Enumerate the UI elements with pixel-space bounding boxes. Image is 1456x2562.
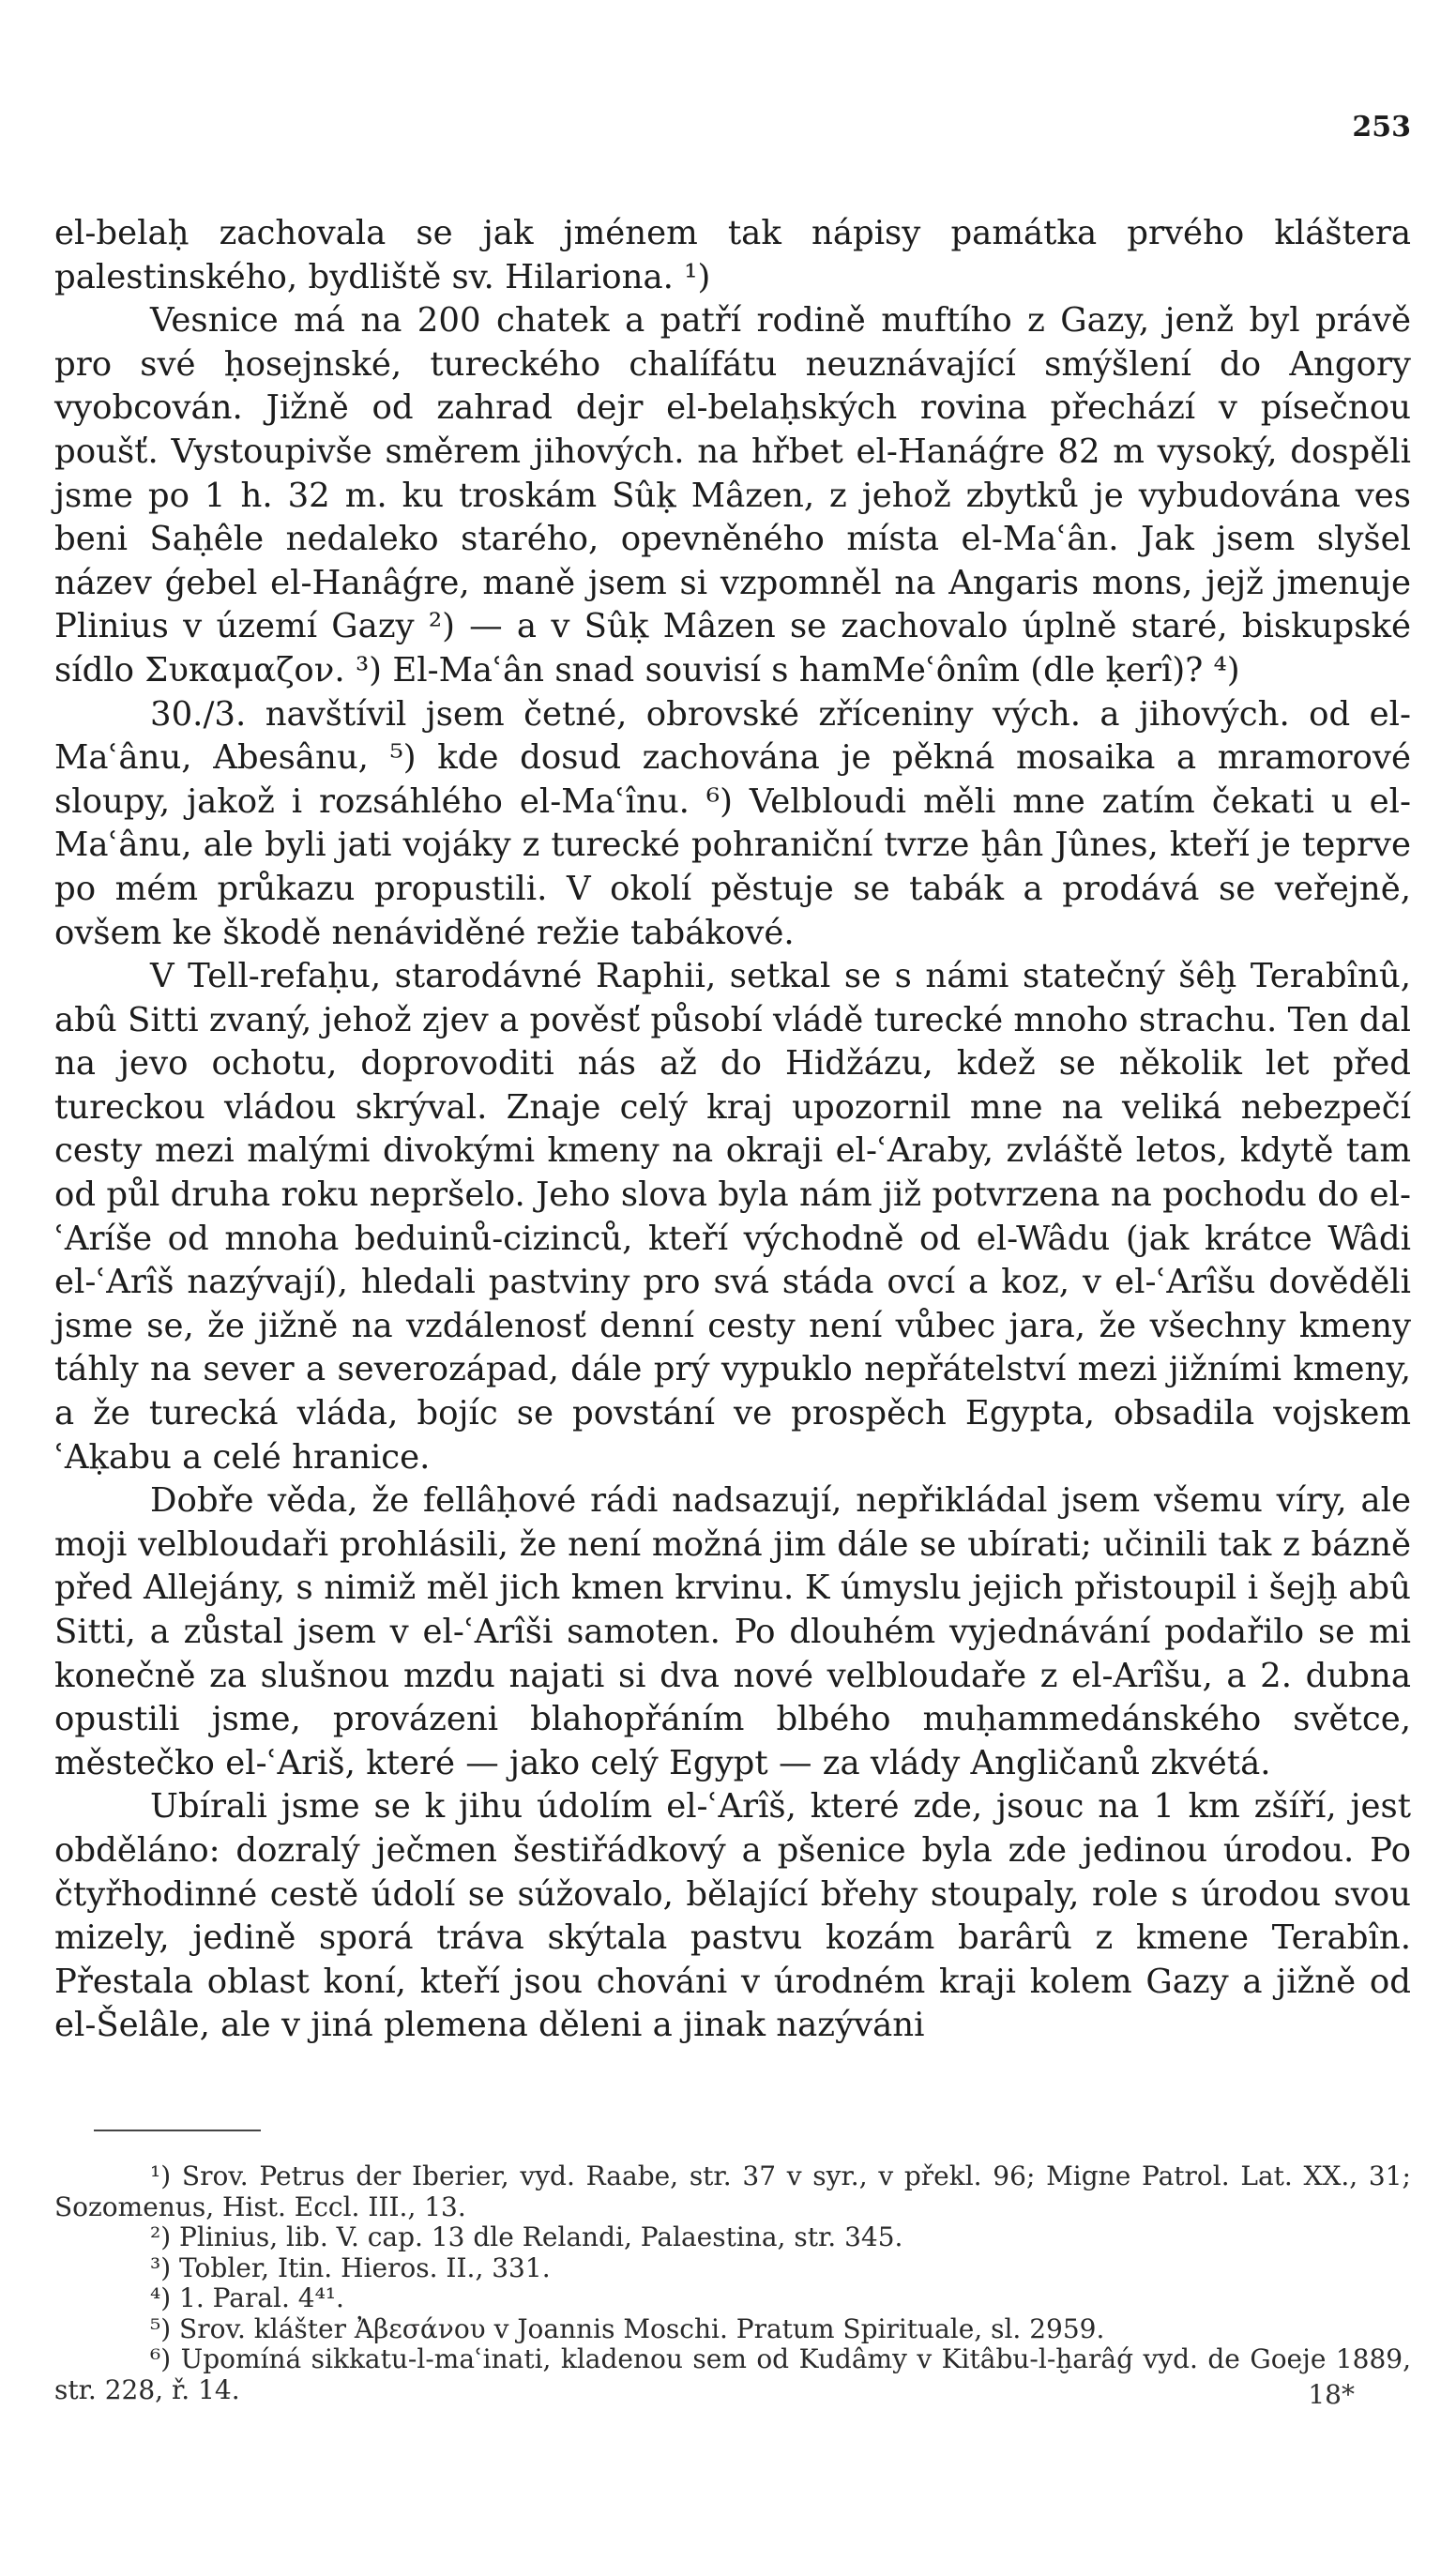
page-number: 253: [1352, 111, 1411, 144]
footnote: ⁴) 1. Paral. 4⁴¹.: [150, 2282, 344, 2313]
footnote: ²) Plinius, lib. V. cap. 13 dle Relandi, Palaestina, str. 345.: [150, 2221, 903, 2252]
footnote: ¹) Srov. Petrus der Iberier, vyd. Raabe, str. 37 v syr., v překl. 96; Migne Patrol. Lat. XX., 31; Sozomenus, Hist. Eccl. III., 13.: [54, 2160, 1411, 2222]
footnote: ⁵) Srov. klášter Ἀβεσάνου v Joannis Moschi. Pratum Spirituale, sl. 2959.: [150, 2312, 1105, 2344]
paragraph: 30./3. navštívil jsem četné, obrovské zříceniny vých. a jihových. od el-Maʿânu, Abesânu, ⁵) kde dosud zachována je pěkná mosaika a mramorové sloupy, jakož i rozsáhlého el-Maʿînu. ⁶) Velbloudi měli mne zatím čekati u el-Maʿânu, ale byli jati vojáky z turecké pohraniční tvrze ḫân Jûnes, kteří je teprve po mém průkazu propustili. V okolí pěstuje se tabák a prodává se veřejně, ovšem ke škodě nenáviděné režie tabákové.: [54, 694, 1411, 952]
footnote: ⁶) Upomíná sikkatu-l-maʿinati, kladenou sem od Kudâmy v Kitâbu-l-ḫarâǵ vyd. de Goeje 1889, str. 228, ř. 14.: [54, 2343, 1411, 2405]
paragraph: el-belaḥ zachovala se jak jménem tak nápisy památka prvého kláštera palestinského, bydliště sv. Hilariona. ¹): [54, 214, 1411, 296]
signature-mark: 18*: [1308, 2379, 1355, 2410]
main-text: [54, 212, 1411, 2048]
paragraph: V Tell-refaḥu, starodávné Raphii, setkal se s námi statečný šêḫ Terabînû, abû Sitti zvaný, jehož zjev a pověsť působí vládě turecké mnoho strachu. Ten dal na jevo ochotu, doprovoditi nás až do Hidžázu, kdež se několik let před tureckou vládou skrýval. Znaje celý kraj upozornil mne na veliká nebezpečí cesty mezi malými divokými kmeny na okraji el-ʿAraby, zvláště letos, kdytě tam od půl druha roku nepršelo. Jeho slova byla nám již potvrzena na pochodu do el-ʿAríše od mnoha beduinů-cizinců, kteří východně od el-Wâdu (jak krátce Wâdi el-ʿArîš nazývají), hledali pastviny pro svá stáda ovcí a koz, v el-ʿArîšu dověděli jsme se, že jižně na vzdálenosť denní cesty není vůbec jara, že všechny kmeny táhly na sever a severozápad, dále prý vypuklo nepřátelství mezi jižními kmeny, a že turecká vláda, bojíc se povstání ve prospěch Egypta, obsadila vojskem ʿAḳabu a celé hranice.: [54, 957, 1411, 1477]
footnote-divider: [94, 2130, 261, 2131]
paragraph: Dobře věda, že fellâḥové rádi nadsazují, nepřikládal jsem všemu víry, ale moji velbloudaři prohlásili, že není možná jim dále se ubírati; učinili tak z bázně před Allejány, s nimiž měl jich kmen krvinu. K úmyslu jejich přistoupil i šejḫ abû Sitti, a zůstal jsem v el-ʿArîši samoten. Po dlouhém vyjednávání podařilo se mi konečně za slušnou mzdu najati si dva nové velbloudaře z el-Arîšu, a 2. dubna opustili jsme, provázeni blahopřáním blbého muḥammedánského světce, městečko el-ʿAriš, které — jako celý Egypt — za vlády Angličanů zkvétá.: [54, 1481, 1411, 1782]
footnotes: [54, 2161, 1411, 2405]
footnote: ³) Tobler, Itin. Hieros. II., 331.: [150, 2251, 551, 2283]
paragraph: Ubírali jsme se k jihu údolím el-ʿArîš, které zde, jsouc na 1 km zšíří, jest obděláno: dozralý ječmen šestiřádkový a pšenice byla zde jedinou úrodou. Po čtyřhodinné cestě údolí se súžovalo, bělající břehy stoupaly, role s úrodou svou mizely, jedině sporá tráva skýtala pastvu kozám barârû z kmene Terabîn. Přestala oblast koní, kteří jsou chováni v úrodném kraji kolem Gazy a jižně od el-Šelâle, ale v jiná plemena děleni a jinak nazýváni: [54, 1787, 1411, 2045]
paragraph: Vesnice má na 200 chatek a patří rodině muftího z Gazy, jenž byl právě pro své ḥosejnské, tureckého chalífátu neuznávající smýšlení do Angory vyobcován. Jižně od zahrad dejr el-belaḥských rovina přechází v písečnou poušť. Vystoupivše směrem jihových. na hřbet el-Hanáǵre 82 m vysoký, dospěli jsme po 1 h. 32 m. ku troskám Sûḳ Mâzen, z jehož zbytků je vybudována ves beni Saḥêle nedaleko starého, opevněného místa el-Maʿân. Jak jsem slyšel název ǵebel el-Hanâǵre, maně jsem si vzpomněl na Angaris mons, jejž jmenuje Plinius v území Gazy ²) — a v Sûḳ Mâzen se zachovalo úplně staré, biskupské sídlo Συκαμαζον. ³) El-Maʿân snad souvisí s hamMeʿônîm (dle ḳerî)? ⁴): [54, 301, 1411, 690]
